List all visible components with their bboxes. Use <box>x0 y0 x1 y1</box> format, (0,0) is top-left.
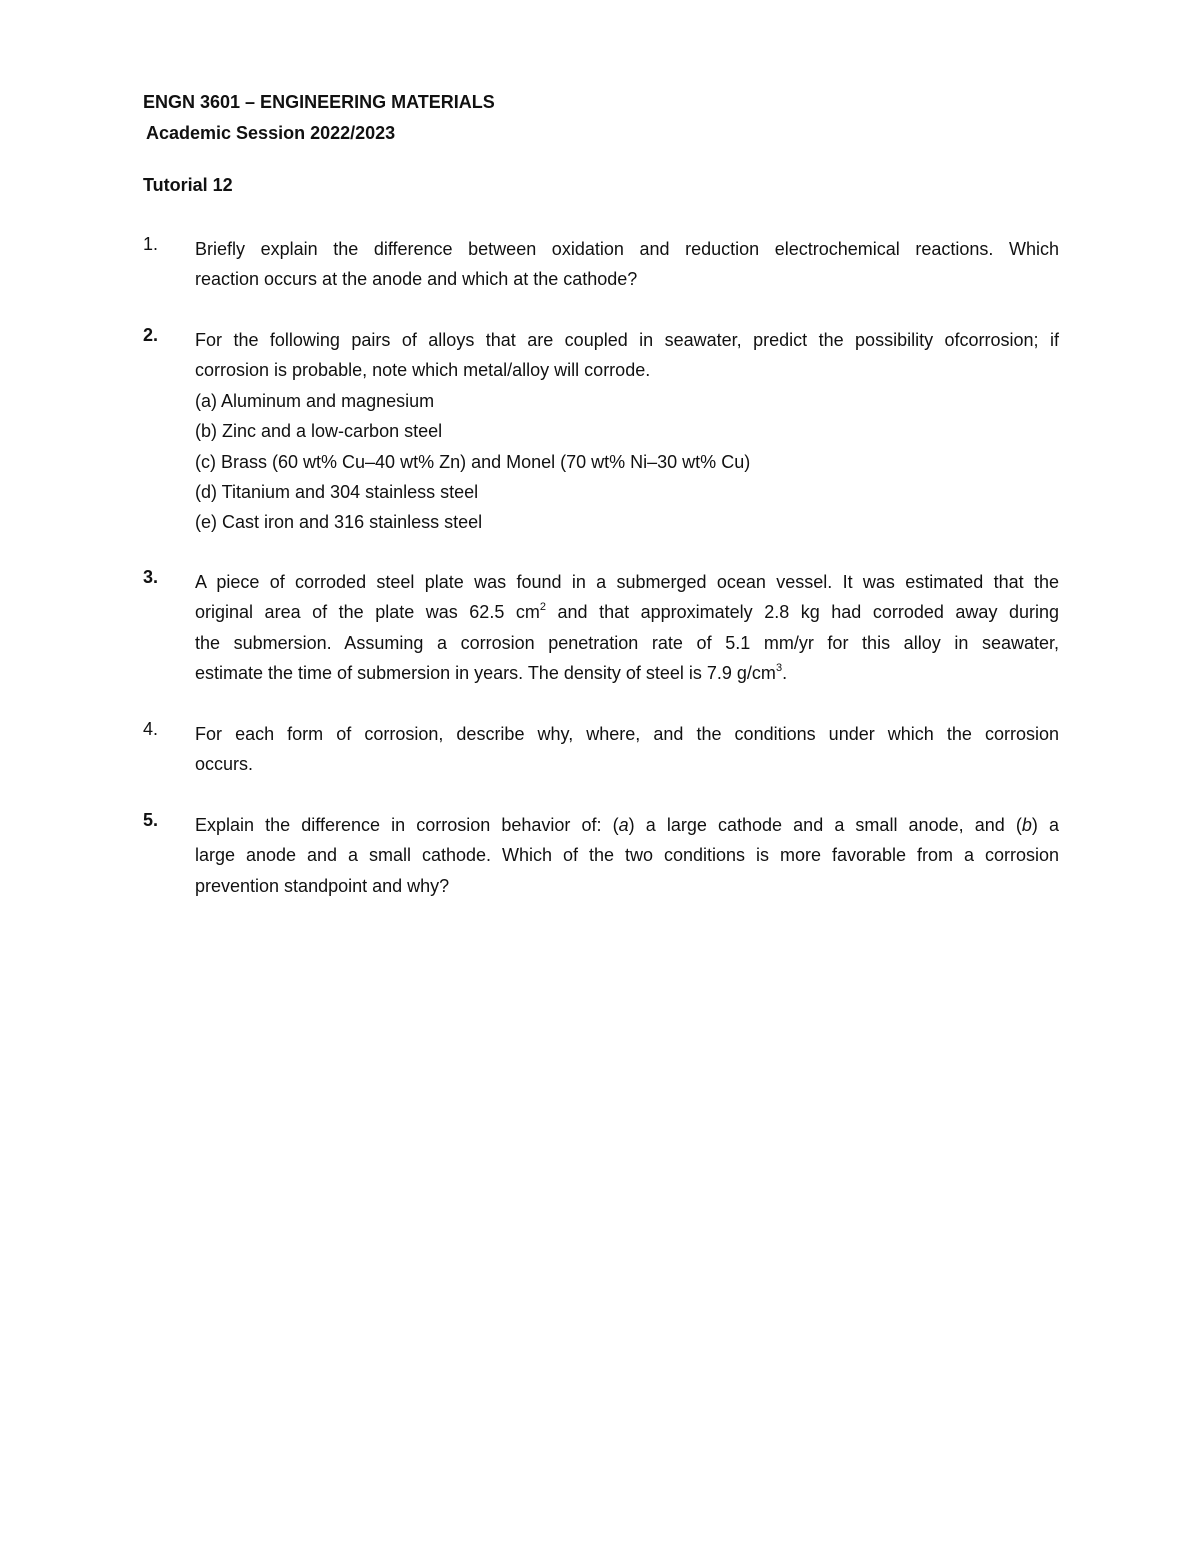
question-line: large anode and a small cathode. Which of the two conditions is more favorable from a corrosion <box>195 845 1059 866</box>
question-text <box>195 719 1059 780</box>
question-text <box>195 810 1059 901</box>
question-text-fragment: and that approximately 2.8 kg had corroded away during <box>545 602 1060 623</box>
question-line <box>195 810 1059 840</box>
question-text-fragment: ) a large cathode and a small anode, and ( <box>628 815 1022 835</box>
italic-label: b <box>1021 815 1032 835</box>
question-number: 5. <box>143 810 159 830</box>
list-item: (e) Cast iron and 316 stainless steel <box>195 512 483 533</box>
question-text-fragment: ) a <box>1031 815 1059 835</box>
tutorial-title: Tutorial 12 <box>143 175 233 195</box>
question-line: the submersion. Assuming a corrosion penetration rate of 5.1 mm/yr for this alloy in seawater, <box>195 632 1059 653</box>
question-text-fragment: . <box>782 663 788 684</box>
list-item: (a) Aluminum and magnesium <box>195 390 435 411</box>
question-number: 2. <box>143 325 159 345</box>
list-item: (b) Zinc and a low-carbon steel <box>195 421 443 442</box>
list-item: (d) Titanium and 304 stainless steel <box>195 482 479 503</box>
question-text-fragment: original area of the plate was 62.5 cm <box>195 602 540 623</box>
question-line <box>195 658 1059 688</box>
question-text <box>195 234 1059 295</box>
list-item: (c) Brass (60 wt% Cu–40 wt% Zn) and Monel (70 wt% Ni–30 wt% Cu) <box>195 451 751 472</box>
question-line: Briefly explain the difference between oxidation and reduction electrochemical reactions. Which <box>195 239 1059 259</box>
question-text-fragment: estimate the time of submersion in years. The density of steel is 7.9 g/cm <box>195 663 776 684</box>
question-line: A piece of corroded steel plate was found in a submerged ocean vessel. It was estimated that the <box>195 572 1059 592</box>
course-title: ENGN 3601 – ENGINEERING MATERIALS <box>143 92 495 112</box>
question-number: 4. <box>143 719 159 739</box>
superscript: 2 <box>539 601 546 614</box>
superscript: 3 <box>775 662 783 675</box>
question-line: For the following pairs of alloys that are coupled in seawater, predict the possibility ofcorrosion; if <box>195 330 1059 350</box>
question-line: reaction occurs at the anode and which at the cathode? <box>195 269 638 290</box>
question-text <box>195 325 1059 538</box>
question-line: corrosion is probable, note which metal/alloy will corrode. <box>195 360 651 381</box>
question-text-fragment: Explain the difference in corrosion behavior of: ( <box>195 815 619 835</box>
question-line <box>195 597 1059 627</box>
italic-label: a <box>618 815 629 835</box>
question-number: 3. <box>143 567 159 587</box>
question-line: occurs. <box>195 754 254 775</box>
question-number: 1. <box>143 234 159 254</box>
academic-session: Academic Session 2022/2023 <box>146 123 396 143</box>
question-line: For each form of corrosion, describe why, where, and the conditions under which the corrosion <box>195 724 1059 744</box>
question-text <box>195 567 1059 689</box>
question-line: prevention standpoint and why? <box>195 875 450 896</box>
